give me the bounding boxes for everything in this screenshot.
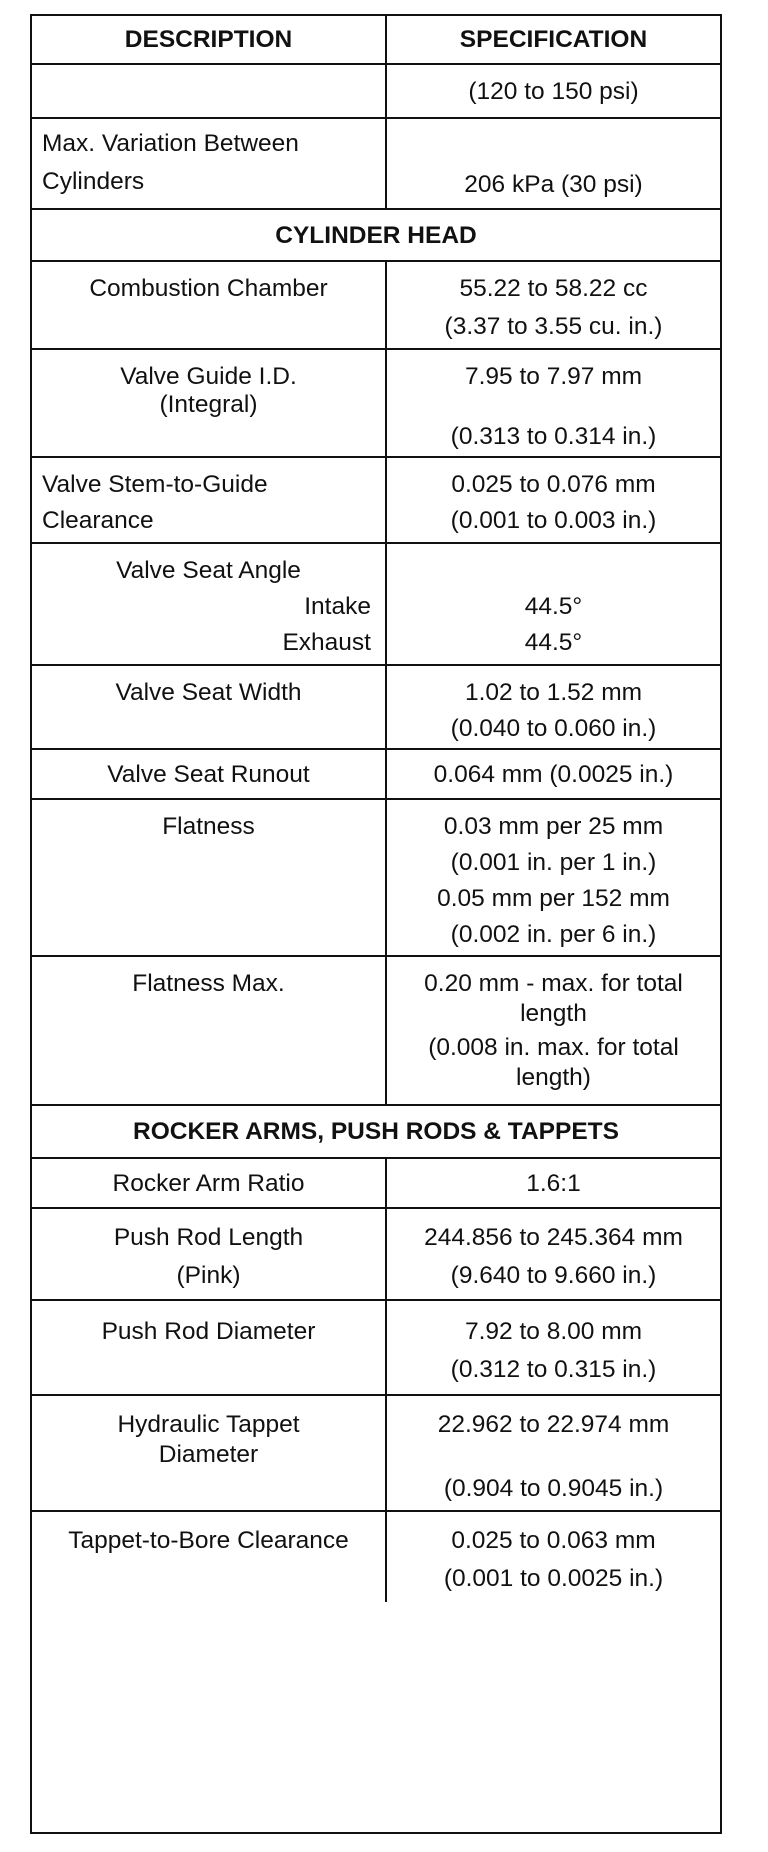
description-line: Push Rod Diameter: [101, 1318, 316, 1345]
description-line: Flatness: [162, 813, 255, 840]
description-cell: [32, 458, 387, 542]
specification-cell: [387, 544, 720, 664]
table-row: [32, 1301, 720, 1396]
specification-cell: [387, 666, 720, 748]
table-row: [32, 800, 720, 957]
spec-value: 7.92 to 8.00 mm: [464, 1318, 643, 1345]
specification-cell: [387, 957, 720, 1104]
description-cell: [32, 800, 387, 955]
description-cell: [32, 65, 387, 117]
description-line: Rocker Arm Ratio: [112, 1170, 305, 1197]
spec-value: (0.312 to 0.315 in.): [450, 1356, 657, 1383]
description-line: Flatness Max.: [132, 970, 285, 997]
description-cell: [32, 1301, 387, 1394]
table-row: [32, 544, 720, 666]
spec-value: 44.5°: [524, 593, 583, 620]
section-title-cylinder-head: CYLINDER HEAD: [275, 222, 477, 249]
spec-value: (0.002 in. per 6 in.): [450, 921, 657, 948]
description-cell: [32, 750, 387, 798]
spec-value: 44.5°: [524, 629, 583, 656]
table-row: [32, 1396, 720, 1512]
specification-cell: [387, 119, 720, 208]
spec-value: (0.008 in. max. for total length): [428, 1034, 679, 1091]
description-line: Combustion Chamber: [89, 275, 328, 302]
spec-value: 0.03 mm per 25 mm: [443, 813, 664, 840]
spec-table: [30, 14, 722, 1834]
table-row: [32, 262, 720, 350]
description-line: (Pink): [176, 1262, 241, 1289]
section-title-cell: [32, 210, 720, 260]
spec-value: (0.001 to 0.003 in.): [450, 507, 657, 534]
table-row: [32, 119, 720, 210]
spec-value: 7.95 to 7.97 mm: [464, 363, 643, 390]
description-line: Tappet-to-Bore Clearance: [68, 1527, 349, 1554]
spec-value: (0.001 to 0.0025 in.): [443, 1565, 664, 1592]
spec-value: 244.856 to 245.364 mm: [424, 1224, 683, 1251]
table-header-row: [32, 16, 720, 65]
description-cell: [32, 1159, 387, 1207]
spec-value: 0.20 mm - max. for total length: [424, 970, 683, 1027]
description-line: Valve Seat Width: [115, 679, 302, 706]
specification-cell: [387, 1301, 720, 1394]
spec-value: (0.001 in. per 1 in.): [450, 849, 657, 876]
spec-value: (0.040 to 0.060 in.): [450, 715, 657, 742]
description-line: Valve Seat Runout: [107, 761, 310, 788]
description-cell: [32, 957, 387, 1104]
section-title-cell: [32, 1106, 720, 1157]
description-line: Valve Guide I.D.: [120, 363, 297, 390]
description-cell: [32, 544, 387, 664]
specification-cell: [387, 458, 720, 542]
specification-cell: [387, 1159, 720, 1207]
table-row: [32, 65, 720, 119]
description-cell: [32, 1209, 387, 1299]
spec-value: 0.064 mm (0.0025 in.): [433, 761, 674, 788]
table-row: [32, 458, 720, 544]
description-line: Valve Seat Angle: [116, 557, 301, 584]
header-description-cell: [32, 16, 387, 63]
specification-cell: [387, 350, 720, 456]
spec-value: (0.904 to 0.9045 in.): [443, 1475, 664, 1502]
table-row: [32, 350, 720, 458]
spec-value: (9.640 to 9.660 in.): [450, 1262, 657, 1289]
spec-value: 206 kPa (30 psi): [464, 171, 643, 198]
description-cell: [32, 1512, 387, 1602]
spec-value: 1.02 to 1.52 mm: [464, 679, 643, 706]
spec-value: (0.313 to 0.314 in.): [450, 423, 657, 450]
specification-cell: [387, 1396, 720, 1510]
spec-value: (120 to 150 psi): [468, 78, 639, 105]
description-line: Hydraulic Tappet: [117, 1411, 300, 1438]
description-cell: [32, 119, 387, 208]
specification-cell: [387, 1512, 720, 1602]
table-row: [32, 1512, 720, 1602]
table-row: [32, 750, 720, 800]
table-row: [32, 1209, 720, 1301]
spec-value: 0.025 to 0.076 mm: [451, 471, 656, 498]
description-cell: [32, 666, 387, 748]
description-cell: [32, 262, 387, 348]
spec-value: 1.6:1: [526, 1170, 581, 1197]
table-row: [32, 957, 720, 1106]
specification-cell: [387, 750, 720, 798]
spec-value: 0.025 to 0.063 mm: [451, 1527, 656, 1554]
section-title-row: [32, 210, 720, 262]
description-line: (Integral): [159, 391, 258, 418]
section-title-row: [32, 1106, 720, 1159]
description-cell: [32, 350, 387, 456]
description-line: Max. Variation Between: [42, 130, 299, 157]
spec-value: (3.37 to 3.55 cu. in.): [444, 313, 663, 340]
header-specification: SPECIFICATION: [459, 26, 648, 53]
description-line: Diameter: [158, 1441, 259, 1468]
description-line: Clearance: [42, 507, 154, 534]
header-specification-cell: [387, 16, 720, 63]
description-line: Cylinders: [42, 168, 145, 195]
table-row: [32, 1159, 720, 1209]
description-line: Intake: [304, 593, 371, 620]
specification-cell: [387, 800, 720, 955]
spec-value: 55.22 to 58.22 cc: [459, 275, 648, 302]
description-line: Exhaust: [282, 629, 371, 656]
description-line: Push Rod Length: [113, 1224, 304, 1251]
specification-cell: [387, 262, 720, 348]
spec-value: 22.962 to 22.974 mm: [437, 1411, 670, 1438]
section-title-rocker-arms: ROCKER ARMS, PUSH RODS & TAPPETS: [133, 1118, 619, 1145]
spec-value: 0.05 mm per 152 mm: [437, 885, 670, 912]
specification-cell: [387, 65, 720, 117]
header-description: DESCRIPTION: [124, 26, 293, 53]
specification-cell: [387, 1209, 720, 1299]
table-row: [32, 666, 720, 750]
description-cell: [32, 1396, 387, 1510]
description-line: Valve Stem-to-Guide: [42, 471, 268, 498]
